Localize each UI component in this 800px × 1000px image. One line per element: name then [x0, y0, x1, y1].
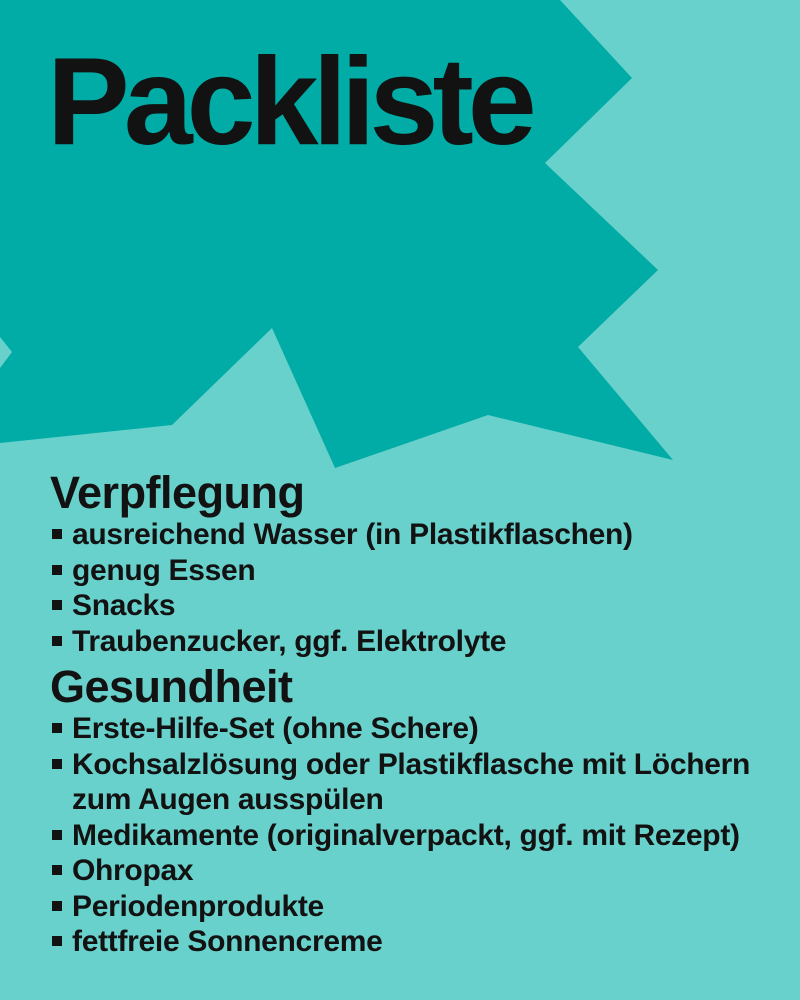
- list-item-label: Erste-Hilfe-Set (ohne Schere): [72, 712, 479, 745]
- list-item: [50, 747, 764, 818]
- section-heading-gesundheit: Gesundheit: [50, 661, 293, 712]
- list-item: [50, 553, 764, 589]
- list-item: [50, 853, 764, 889]
- list-item-label: ausreichend Wasser (in Plastikflaschen): [72, 518, 633, 551]
- bullet-square-icon: [52, 901, 62, 911]
- section-verpflegung: [50, 467, 764, 659]
- list-item: [50, 624, 764, 660]
- list-item-label: Medikamente (originalverpackt, ggf. mit Rezept): [72, 818, 740, 852]
- list-item-label: Kochsalzlösung oder Plastikflasche mit Löchern zum Augen ausspülen: [72, 747, 751, 816]
- verpflegung-list: [50, 517, 764, 659]
- list-item-label: Periodenprodukte: [72, 889, 324, 923]
- gesundheit-list: [50, 711, 764, 960]
- list-item: [50, 588, 764, 624]
- bullet-square-icon: [52, 636, 62, 646]
- list-item-label: Snacks: [72, 589, 176, 622]
- bullet-square-icon: [52, 565, 62, 575]
- section-gesundheit: [50, 661, 764, 960]
- list-item-label: genug Essen: [72, 553, 256, 587]
- bullet-square-icon: [52, 723, 62, 733]
- bullet-square-icon: [52, 759, 62, 769]
- list-item-label: Ohropax: [72, 854, 194, 887]
- page-title: Packliste: [47, 33, 531, 171]
- list-item: [50, 818, 764, 854]
- bullet-square-icon: [52, 936, 62, 946]
- list-item: [50, 517, 764, 553]
- list-item: [50, 889, 764, 925]
- bullet-square-icon: [52, 865, 62, 875]
- list-item-label: Traubenzucker, ggf. Elektrolyte: [72, 624, 507, 658]
- bullet-square-icon: [52, 830, 62, 840]
- list-item: [50, 924, 764, 960]
- list-item-label: fettfreie Sonnencreme: [72, 925, 383, 958]
- bullet-square-icon: [52, 600, 62, 610]
- section-heading-verpflegung: Verpflegung: [50, 467, 305, 518]
- bullet-square-icon: [52, 529, 62, 539]
- list-item: [50, 711, 764, 747]
- checklist-content: [50, 467, 764, 960]
